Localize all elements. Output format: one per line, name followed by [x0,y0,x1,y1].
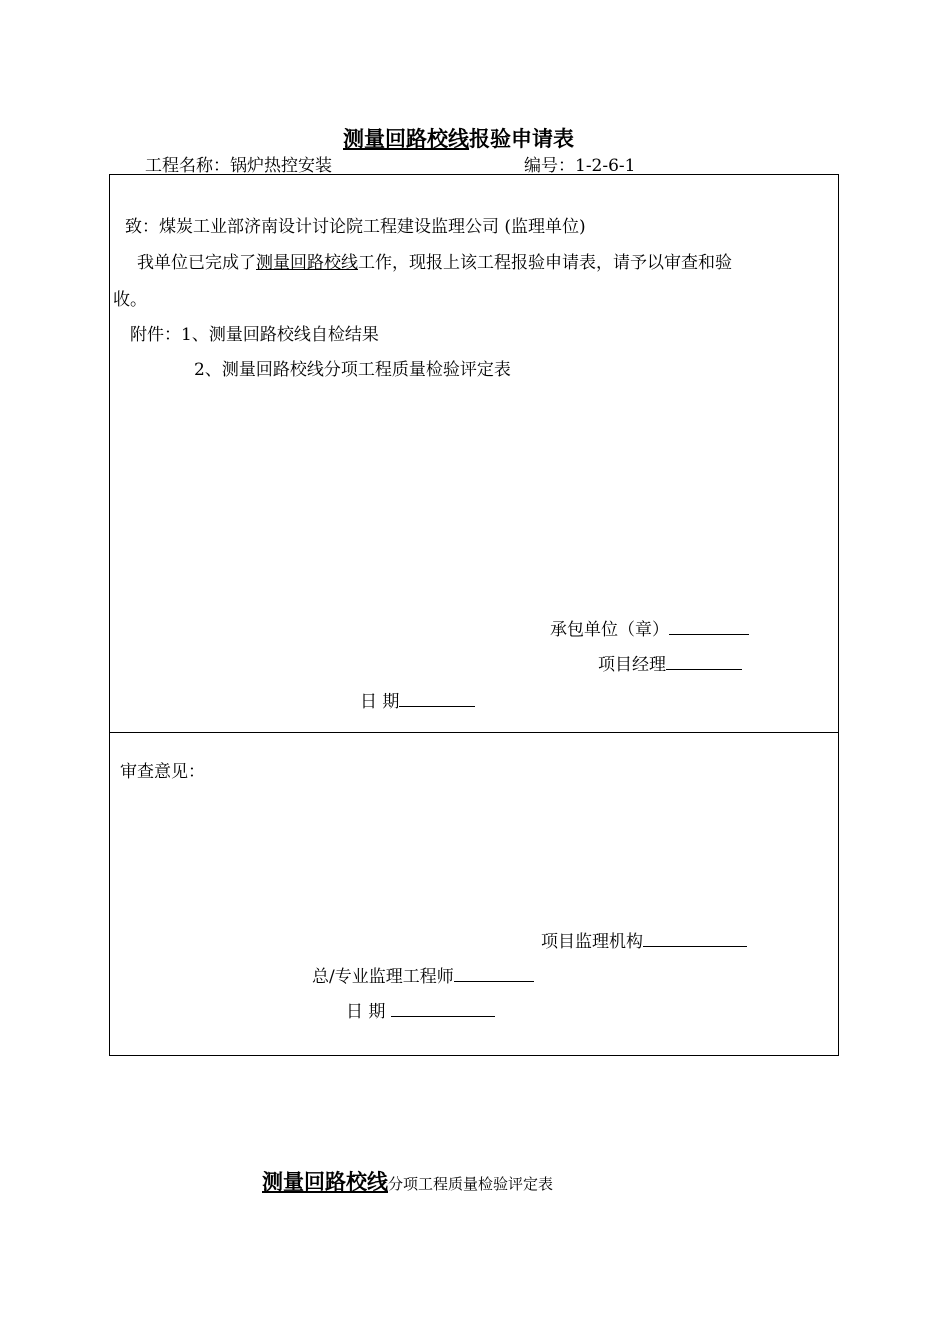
section2-date: 日 期 [346,997,495,1022]
second-form-title [262,1166,553,1196]
contractor-signature: 承包单位（章） [550,615,749,640]
manager-blank [666,653,742,670]
serial-number: 编号：1-2-6-1 [524,156,636,176]
supervision-org-signature: 项目监理机构 [541,927,747,952]
second-form-title-rest: 分项工程质量检验评定表 [388,1175,554,1193]
attachment-1: 附件：1、测量回路校线自检结果 [130,325,379,345]
contractor-blank [669,618,749,635]
review-opinion-label: 审查意见： [120,762,205,782]
project-name: 工程名称：锅炉热控安装 [145,156,332,176]
form-title-underlined: 测量回路校线 [343,126,469,151]
attachment-2: 2、测量回路校线分项工程质量检验评定表 [194,360,511,380]
section2-date-blank [391,1000,495,1017]
form-title-rest: 报验申请表 [469,126,574,151]
manager-signature: 项目经理 [598,650,742,675]
section1-date: 日 期 [360,687,475,712]
statement-paragraph: 我单位已完成了测量回路校线工作，现报上该工程报验申请表，请予以审查和验 [137,253,732,273]
section1-date-blank [399,690,475,707]
form-title [343,123,574,153]
second-form-title-underlined: 测量回路校线 [262,1169,388,1194]
addressee-line: 致：煤炭工业部济南设计讨论院工程建设监理公司 (监理单位) [125,217,586,237]
statement-paragraph-wrap: 收。 [113,290,147,310]
work-item-underlined: 测量回路校线 [256,253,358,273]
engineer-blank [454,965,534,982]
supervision-org-blank [643,930,747,947]
engineer-signature: 总/专业监理工程师 [312,962,534,987]
